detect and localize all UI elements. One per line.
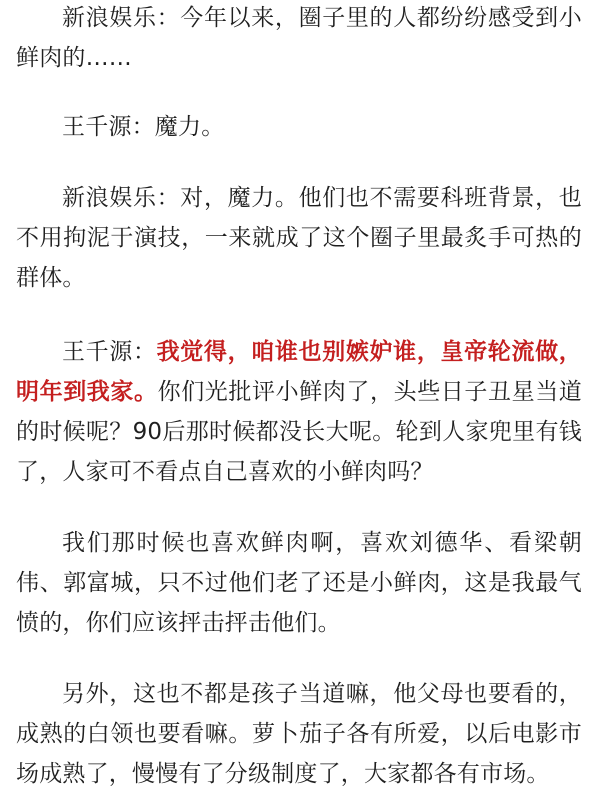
paragraph-intro-question: 新浪娱乐：今年以来，圈子里的人都纷纷感受到小鲜肉的……: [16, 5, 582, 71]
highlight-quote: 我觉得，咱谁也别嫉妒谁，皇帝轮流做，明年到我家。: [16, 339, 582, 405]
paragraph-answer-highlight: [16, 332, 582, 492]
paragraph-answer-magic: 王千源：魔力。: [62, 114, 225, 140]
answer-rest: 你们光批评小鲜肉了，头些日子丑星当道的时候呢？90后那时候都没长大呢。轮到人家兜里有钱了，人家可不看点自己喜欢的小鲜肉吗？: [16, 379, 583, 485]
paragraph-question-group: 新浪娱乐：对，魔力。他们也不需要科班背景，也不用拘泥于演技，一来就成了这个圈子里最炙手可热的群体。: [16, 185, 582, 291]
paragraph-old-idols: 我们那时候也喜欢鲜肉啊，喜欢刘德华、看梁朝伟、郭富城，只不过他们老了还是小鲜肉，这是我最气愤的，你们应该抨击抨击他们。: [16, 530, 582, 636]
speaker-label: 王千源：: [62, 339, 157, 365]
paragraph-market: 另外，这也不都是孩子当道嘛，他父母也要看的，成熟的白领也要看嘛。萝卜茄子各有所爱，以后电影市场成熟了，慢慢有了分级制度了，大家都各有市场。: [16, 681, 582, 787]
